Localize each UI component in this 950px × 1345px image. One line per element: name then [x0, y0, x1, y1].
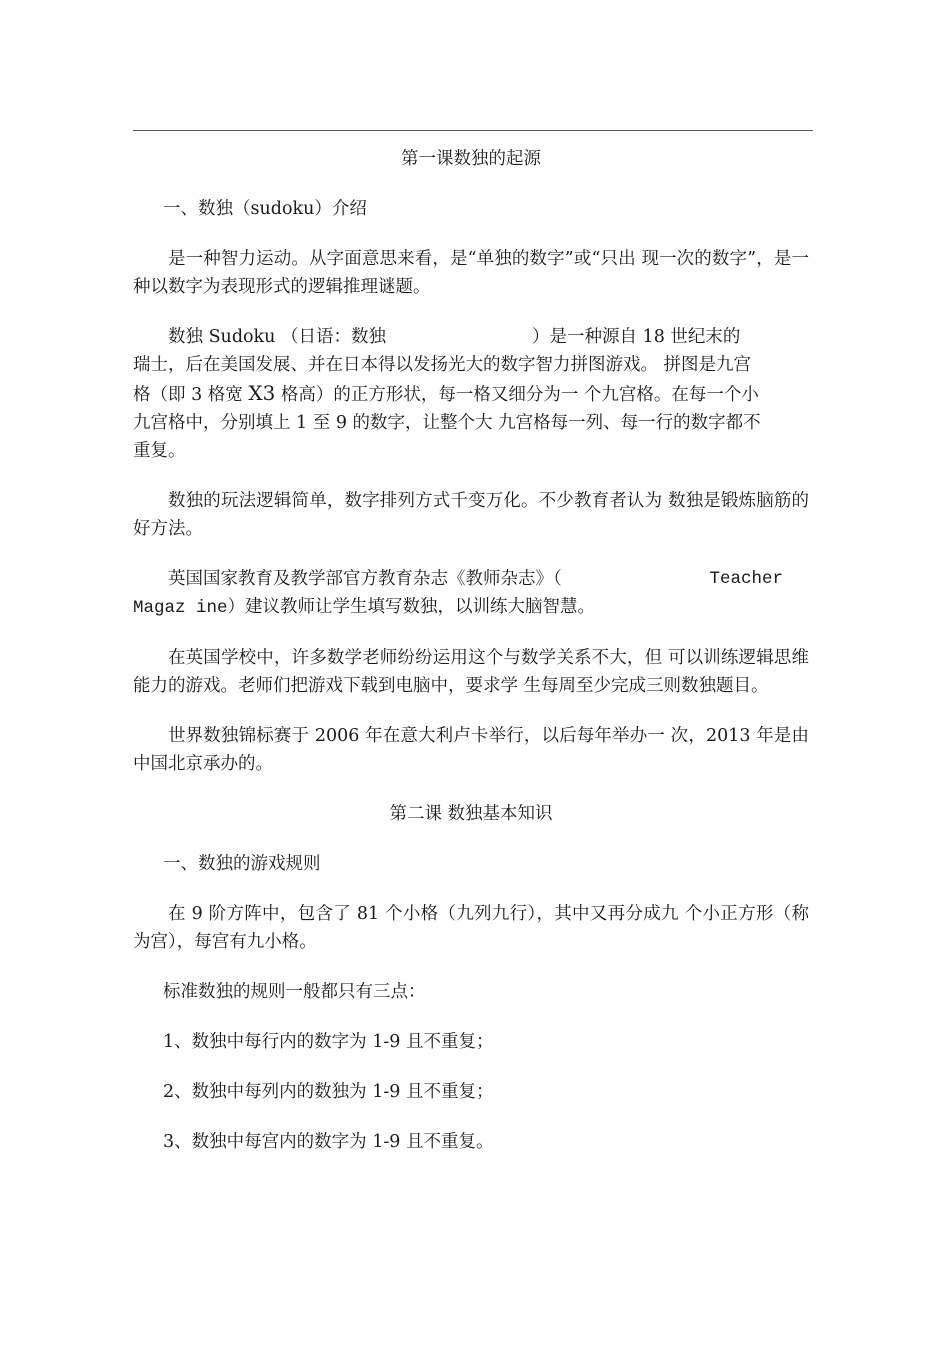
para2-line3-x: X3 [248, 381, 276, 405]
para4-line1-a: 英国国家教育及教学部官方教育杂志《教师杂志》（ [168, 569, 562, 589]
lesson1-para-logic: 数独的玩法逻辑简单，数字排列方式千变万化。不少教育者认为 数独是锻炼脑筋的好方法。 [133, 491, 809, 539]
rule-item-3: 3、数独中每宫内的数字为 1-9 且不重复。 [163, 1132, 494, 1152]
lesson1-para-uk-schools: 在英国学校中，许多数学老师纷纷运用这个与数学关系不大，但 可以训练逻辑思维能力的游戏。老师们把游戏下载到电脑中，要求学 生每周至少完成三则数独题目。 [133, 648, 809, 696]
para2-line1 [133, 323, 809, 351]
para4-line1-b: Teacher [709, 569, 783, 589]
para4-line2 [133, 593, 809, 622]
para2-line4: 九宫格中，分别填上 1 至 9 的数字，让整个大 九宫格每一列、每一行的数字都不 [133, 413, 761, 433]
lesson1-para-sudoku-origin [133, 323, 809, 465]
lesson1-para-teacher-magazine [133, 565, 809, 622]
para4-line2-b: ）建议教师让学生填写数独，以训练大脑智慧。 [227, 597, 596, 617]
lesson2-title: 第二课 数独基本知识 [389, 804, 553, 824]
para4-line2-a: Magaz ine [133, 598, 228, 618]
lesson1-para-intro: 是一种智力运动。从字面意思来看，是“单独的数字”或“只出 现一次的数字”，是一种以数字为表现形式的逻辑推理谜题。 [133, 249, 809, 297]
para2-line1-b: ）是一种源自 18 世纪末的 [532, 327, 741, 347]
para4-line1 [133, 565, 809, 593]
para2-line5: 重复。 [133, 441, 186, 461]
lesson2-section-heading: 一、数独的游戏规则 [163, 854, 321, 874]
para2-line3 [133, 379, 809, 409]
para2-line3-b: 格高）的正方形状，每一格又细分为一 个九宫格。在每一个小 [275, 385, 759, 405]
document-body [133, 145, 809, 1156]
lesson1-para-championship: 世界数独锦标赛于 2006 年在意大利卢卡举行，以后每年举办一 次，2013 年是由中国北京承办的。 [133, 726, 809, 774]
header-rule [133, 130, 813, 131]
rule-item-1: 1、数独中每行内的数字为 1-9 且不重复； [163, 1032, 494, 1052]
lesson1-title: 第一课数独的起源 [401, 149, 541, 169]
lesson2-rules-intro: 标准数独的规则一般都只有三点： [163, 982, 426, 1002]
lesson1-section-heading: 一、数独（sudoku）介绍 [163, 199, 367, 219]
rule-item-2: 2、数独中每列内的数独为 1-9 且不重复； [163, 1082, 494, 1102]
lesson2-para-grid: 在 9 阶方阵中，包含了 81 个小格（九列九行），其中又再分成九 个小正方形（称为宫），每宫有九小格。 [133, 904, 809, 952]
para2-line1-a: 数独 Sudoku （日语：数独 [168, 327, 386, 347]
para2-line2: 瑞士，后在美国发展、并在日本得以发扬光大的数字智力拼图游戏。 拼图是九宫 [133, 355, 752, 375]
para2-line3-a: 格（即 3 格宽 [133, 385, 249, 405]
